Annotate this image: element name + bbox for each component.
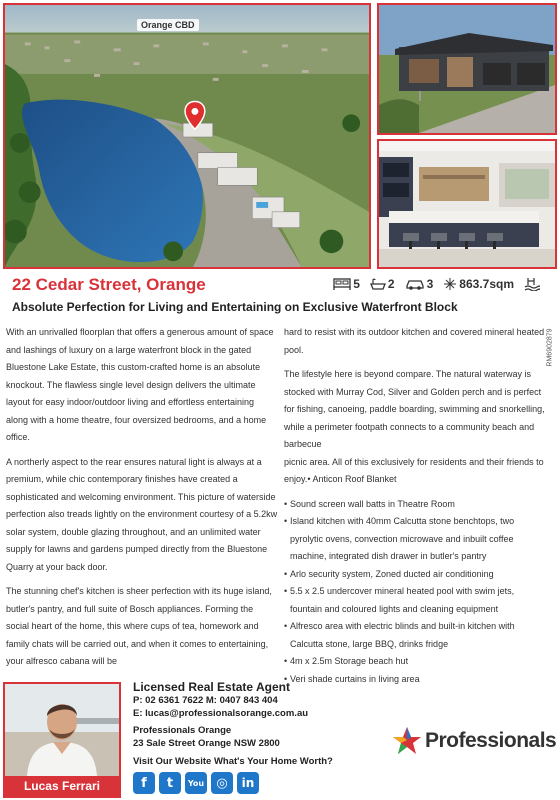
description-paragraph: A northerly aspect to the rear ensures natural light is always at a premium, while chic contemporary finishes have created a sophisticated and welcoming environment. This picture of waterside perfection also treads lightly on the environment courtesy of a 5.2kw solar system, double glazing throughout, and an unlimited water supply for lawns and gardens pumped directly from the Bluestone Quarry at your back door. bbox=[6, 456, 278, 572]
aerial-photo bbox=[3, 3, 371, 269]
description-paragraph: hard to resist with its outdoor kitchen and covered mineral heated pool. bbox=[284, 327, 545, 355]
aerial-photo-image bbox=[5, 5, 369, 267]
website-cta[interactable]: Visit Our Website What's Your Home Worth? bbox=[133, 756, 333, 767]
feature-bedrooms bbox=[333, 277, 360, 291]
description-paragraph: With an unrivalled floorplan that offers a generous amount of space and lashings of luxury on a large waterfront block in the gated Bluestone Lake Estate, this custom-crafted home is an absolute knockout. The flawless single level design delivers the ultimate layout for easy indoor/outdoor living and effortless entertaining along with a home theatre, four oversized bedrooms, and a home office. bbox=[6, 327, 274, 442]
agent-name: Lucas Ferrari bbox=[5, 776, 119, 796]
instagram-icon[interactable]: ◎ bbox=[211, 772, 233, 794]
listing-headline: Absolute Perfection for Living and Entertaining on Exclusive Waterfront Block bbox=[12, 300, 458, 314]
agent-section bbox=[0, 678, 560, 800]
feature-bullet: • Veri shade curtains in living area bbox=[284, 671, 548, 689]
description-paragraph: picnic area. All of this exclusively for residents and their friends to enjoy.• Anticon Roof Blanket bbox=[284, 456, 544, 484]
listing-features bbox=[323, 277, 542, 291]
house-exterior-photo bbox=[377, 3, 557, 135]
kitchen-photo bbox=[377, 139, 557, 269]
facebook-icon[interactable]: f bbox=[133, 772, 155, 794]
feature-bullet: • Island kitchen with 40mm Calcutta stone benchtops, two pyrolytic ovens, convection microwave and inbuilt coffee machine, integrated dish drawer in butler's pantry bbox=[284, 513, 548, 566]
feature-bullet-list bbox=[284, 496, 548, 689]
bathrooms-count: 2 bbox=[387, 277, 395, 291]
agent-role: Licensed Real Estate Agent bbox=[133, 680, 290, 694]
bedrooms-count: 5 bbox=[353, 277, 360, 291]
description-left-column bbox=[6, 324, 278, 678]
listing-title-row bbox=[12, 275, 542, 299]
description-right-column bbox=[284, 324, 548, 688]
youtube-icon[interactable]: You bbox=[185, 772, 207, 794]
social-links bbox=[133, 772, 263, 794]
feature-bullet: • Sound screen wall batts in Theatre Room bbox=[284, 496, 548, 514]
property-photos bbox=[0, 0, 560, 272]
feature-land-size bbox=[443, 277, 514, 291]
bed-icon bbox=[333, 278, 351, 290]
agent-phones[interactable]: P: 02 6361 7622 M: 0407 843 404 bbox=[133, 695, 278, 706]
feature-pool bbox=[524, 277, 542, 291]
listing-address: 22 Cedar Street, Orange bbox=[12, 275, 206, 294]
feature-cars bbox=[405, 277, 434, 291]
house-exterior-image bbox=[379, 5, 555, 133]
land-size-value: 863.7sqm bbox=[459, 277, 514, 291]
reference-code-text: RM6902879 bbox=[546, 328, 554, 367]
feature-bullet: • Arlo security system, Zoned ducted air conditioning bbox=[284, 566, 548, 584]
description-paragraph: The lifestyle here is beyond compare. The natural waterway is stocked with Murray Cod, Silver and Golden perch and is perfect for fishing, canoeing, paddle boarding, swimming and snorkelling, while a perimeter footpath connects to a community beach and barbecue bbox=[284, 369, 545, 449]
description-paragraph: The stunning chef's kitchen is sheer perfection with its huge island, butler's pantry, and full suite of Bosch appliances. Forming the social heart of the home, this where cups of tea, homework and family chats will be carried out, and when it comes to entertaining, your alfresco cabana will be bbox=[6, 586, 272, 666]
star-logo-icon bbox=[392, 726, 422, 756]
agent-portrait-image bbox=[5, 684, 119, 776]
professionals-logo bbox=[392, 726, 556, 756]
kitchen-image bbox=[379, 141, 555, 267]
agent-email[interactable]: E: lucas@professionalsorange.com.au bbox=[133, 708, 309, 719]
agency-address: 23 Sale Street Orange NSW 2800 bbox=[133, 738, 280, 749]
logo-text: Professionals bbox=[425, 729, 557, 752]
car-icon bbox=[405, 278, 425, 290]
pool-icon bbox=[524, 277, 540, 291]
aerial-label: Orange CBD bbox=[137, 19, 199, 31]
feature-bullet: • 4m x 2.5m Storage beach hut bbox=[284, 653, 548, 671]
agent-contact bbox=[133, 680, 393, 750]
cars-count: 3 bbox=[426, 277, 434, 291]
feature-bullet: • Alfresco area with electric blinds and built-in kitchen with Calcutta stone, large BBQ, drinks fridge bbox=[284, 618, 548, 653]
land-size-icon bbox=[443, 277, 457, 291]
feature-bathrooms bbox=[370, 277, 395, 291]
feature-bullet: • 5.5 x 2.5 undercover mineral heated pool with swim jets, fountain and coloured lights and cleaning equipment bbox=[284, 583, 548, 618]
agency-name: Professionals Orange bbox=[133, 725, 232, 736]
agent-photo bbox=[3, 682, 121, 798]
bath-icon bbox=[370, 278, 386, 291]
twitter-icon[interactable]: t bbox=[159, 772, 181, 794]
linkedin-icon[interactable]: in bbox=[237, 772, 259, 794]
